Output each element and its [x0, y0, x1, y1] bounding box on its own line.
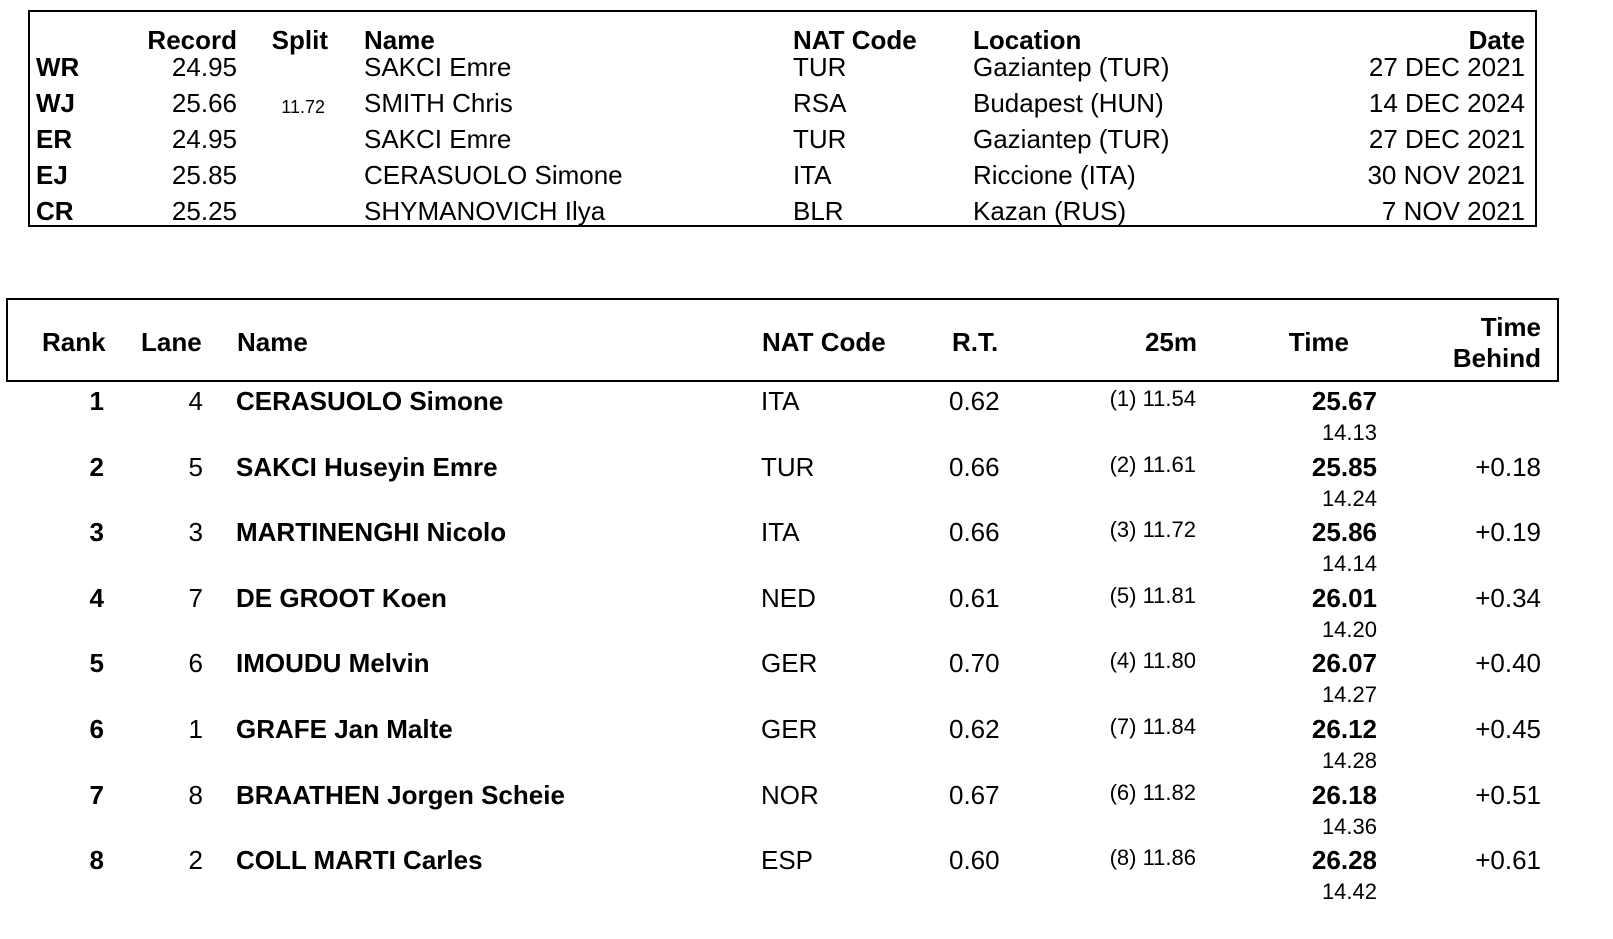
result-time-behind: +0.61 [1475, 845, 1541, 876]
records-header-location: Location [973, 25, 1082, 55]
result-rank: 5 [89, 648, 104, 679]
table-row [0, 382, 1613, 447]
records-header-split: Split [271, 25, 328, 55]
records-row-code: WJ [36, 88, 75, 118]
records-row-location: Riccione (ITA) [973, 160, 1136, 190]
result-split-25m: (3) 11.72 [1109, 517, 1196, 543]
result-split-25m: (4) 11.80 [1109, 648, 1196, 674]
result-rank: 3 [89, 517, 104, 548]
result-lane: 5 [188, 451, 203, 482]
results-header-rank: Rank [42, 327, 106, 357]
results-header-name: Name [237, 327, 308, 357]
result-reaction-time: 0.66 [949, 451, 1000, 482]
result-name: BRAATHEN Jorgen Scheie [236, 779, 565, 810]
records-row-date: 7 NOV 2021 [1381, 196, 1525, 226]
result-time: 26.28 [1311, 845, 1377, 876]
result-name: IMOUDU Melvin [236, 648, 430, 679]
result-nat: NOR [761, 779, 819, 810]
table-row [0, 448, 1613, 513]
result-rank: 7 [89, 779, 104, 810]
results-header-time: Time [1288, 327, 1349, 357]
table-row [0, 579, 1613, 644]
records-row-code: ER [36, 124, 73, 154]
result-name: SAKCI Huseyin Emre [236, 451, 498, 482]
records-row-code: EJ [36, 160, 68, 190]
records-row-code: CR [36, 196, 74, 226]
result-time-behind: +0.19 [1475, 517, 1541, 548]
result-name: DE GROOT Koen [236, 582, 447, 613]
records-row-record: 25.25 [171, 196, 237, 226]
records-row-record: 25.85 [171, 160, 237, 190]
result-lane: 8 [188, 779, 203, 810]
result-lane: 6 [188, 648, 203, 679]
records-row-date: 27 DEC 2021 [1368, 52, 1525, 82]
records-header-nat: NAT Code [793, 25, 917, 55]
table-row [0, 644, 1613, 709]
result-lane: 4 [188, 386, 203, 416]
result-split-25m: (5) 11.81 [1109, 582, 1196, 608]
result-name: COLL MARTI Carles [236, 845, 483, 876]
records-row-nat: TUR [793, 124, 847, 154]
records-row-name: CERASUOLO Simone [364, 160, 623, 190]
records-row-name: SAKCI Emre [364, 52, 512, 82]
records-row-date: 27 DEC 2021 [1368, 124, 1525, 154]
result-rank: 8 [89, 845, 104, 876]
result-second-25m: 14.42 [1321, 879, 1377, 905]
result-lane: 2 [188, 845, 203, 876]
result-nat: ESP [761, 845, 814, 876]
records-row-location: Gaziantep (TUR) [973, 124, 1170, 154]
result-nat: GER [761, 648, 818, 679]
results-header-lane: Lane [141, 327, 202, 357]
result-name: GRAFE Jan Malte [236, 714, 453, 744]
results-header [6, 298, 1559, 382]
result-reaction-time: 0.67 [949, 779, 1000, 810]
result-name: CERASUOLO Simone [236, 386, 504, 416]
table-row [0, 841, 1613, 906]
records-row-nat: ITA [793, 160, 832, 190]
results-header-nat: NAT Code [762, 327, 886, 357]
result-reaction-time: 0.66 [949, 517, 1000, 548]
result-time-behind: +0.45 [1475, 714, 1541, 744]
result-reaction-time: 0.62 [949, 386, 1000, 416]
result-nat: TUR [761, 451, 815, 482]
result-nat: ITA [761, 386, 800, 416]
records-row-nat: TUR [793, 52, 847, 82]
table-row [0, 776, 1613, 841]
result-second-25m: 14.13 [1321, 420, 1377, 445]
result-second-25m: 14.28 [1321, 748, 1377, 773]
result-time-behind: +0.51 [1475, 779, 1541, 810]
records-row-location: Budapest (HUN) [973, 88, 1164, 118]
records-row-location: Kazan (RUS) [973, 196, 1127, 226]
result-time-behind: +0.18 [1475, 451, 1541, 482]
result-time-behind: +0.40 [1475, 648, 1541, 679]
result-split-25m: (1) 11.54 [1109, 386, 1196, 411]
records-header-name: Name [364, 25, 435, 55]
table-row [0, 710, 1613, 775]
result-lane: 1 [188, 714, 203, 744]
records-row-name: SHYMANOVICH Ilya [364, 196, 606, 226]
records-row-code: WR [36, 52, 80, 82]
result-time: 25.86 [1311, 517, 1377, 548]
result-reaction-time: 0.60 [949, 845, 1000, 876]
result-time: 26.07 [1311, 648, 1377, 679]
result-second-25m: 14.27 [1321, 682, 1377, 708]
result-nat: ITA [761, 517, 800, 548]
records-header-record: Record [147, 25, 237, 55]
result-time: 26.18 [1311, 779, 1377, 810]
records-table [28, 10, 1537, 227]
result-split-25m: (8) 11.86 [1109, 845, 1196, 871]
records-row-nat: BLR [793, 196, 844, 226]
results-header-time-behind-line2: Behind [1452, 343, 1541, 373]
results-header-25m: 25m [1144, 327, 1197, 357]
table-row [0, 513, 1613, 578]
result-time: 26.12 [1311, 714, 1377, 744]
records-row-record: 24.95 [171, 52, 237, 82]
result-second-25m: 14.14 [1321, 551, 1377, 577]
result-split-25m: (2) 11.61 [1109, 451, 1196, 477]
results-header-time-behind-line1: Time [1480, 312, 1541, 342]
result-reaction-time: 0.61 [949, 582, 1000, 613]
result-second-25m: 14.36 [1321, 813, 1377, 839]
result-rank: 4 [89, 582, 104, 613]
result-rank: 2 [89, 451, 104, 482]
result-nat: GER [761, 714, 818, 744]
result-nat: NED [761, 582, 816, 613]
records-row-nat: RSA [793, 88, 847, 118]
result-time: 25.85 [1311, 451, 1377, 482]
records-row-record: 24.95 [171, 124, 237, 154]
records-header-date: Date [1468, 25, 1525, 55]
records-row-split: 11.72 [281, 97, 325, 117]
result-reaction-time: 0.70 [949, 648, 1000, 679]
records-row-record: 25.66 [171, 88, 237, 118]
records-row-date: 30 NOV 2021 [1367, 160, 1525, 190]
records-row-name: SAKCI Emre [364, 124, 512, 154]
result-lane: 3 [188, 517, 203, 548]
result-time-behind: +0.34 [1475, 582, 1541, 613]
records-row-name: SMITH Chris [364, 88, 513, 118]
result-time: 26.01 [1311, 582, 1377, 613]
result-lane: 7 [188, 582, 203, 613]
result-split-25m: (6) 11.82 [1109, 779, 1196, 805]
result-name: MARTINENGHI Nicolo [236, 517, 507, 548]
result-reaction-time: 0.62 [949, 714, 1000, 744]
result-second-25m: 14.24 [1321, 485, 1377, 511]
records-row-location: Gaziantep (TUR) [973, 52, 1170, 82]
results-header-rt: R.T. [952, 327, 999, 357]
result-rank: 6 [89, 714, 104, 744]
result-second-25m: 14.20 [1321, 616, 1377, 642]
records-row-date: 14 DEC 2024 [1368, 88, 1525, 118]
result-split-25m: (7) 11.84 [1109, 714, 1196, 739]
result-time: 25.67 [1311, 386, 1377, 416]
result-rank: 1 [89, 386, 104, 416]
